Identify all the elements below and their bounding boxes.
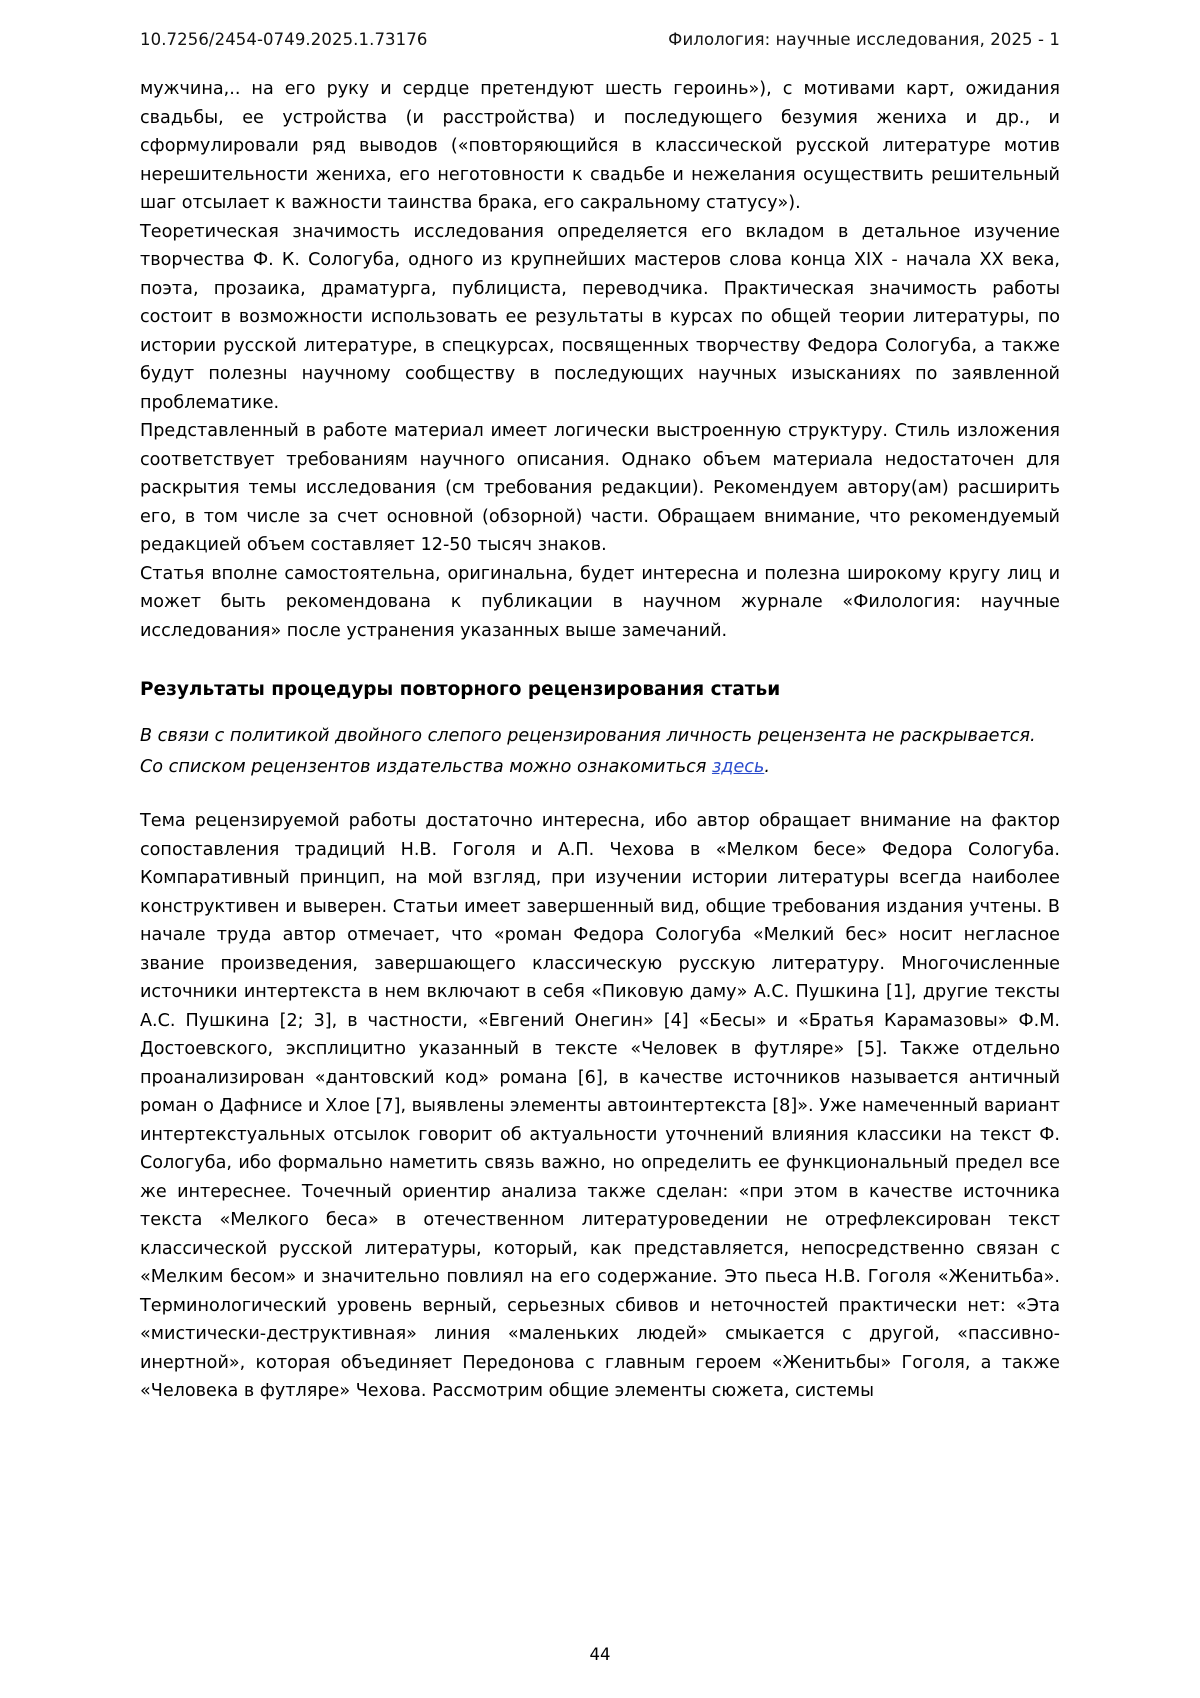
article-body (140, 75, 1060, 645)
reviewer-list-link[interactable]: здесь (711, 756, 765, 777)
page-footer (0, 1645, 1200, 1664)
review-paragraph: Тема рецензируемой работы достаточно интересна, ибо автор обращает внимание на фактор сопоставления традиций Н.В. Гоголя и А.П. Чехова в «Мелком бесе» Федора Сологуба. Компаративный принцип, на мой взгляд, при изучении истории литературы всегда наиболее конструктивен и выверен. Статьи имеет завершенный вид, общие требования издания учтены. В начале труда автор отмечает, что «роман Федора Сологуба «Мелкий бес» носит негласное звание произведения, завершающего классическую русскую литературу. Многочисленные источники интертекста в нем включают в себя «Пиковую даму» А.С. Пушкина [1], другие тексты А.С. Пушкина [2; 3], в частности, «Евгений Онегин» [4] «Бесы» и «Братья Карамазовы» Ф.М. Достоевского, эксплицитно указанный в тексте «Человек в футляре» [5]. Также отдельно проанализирован «дантовский код» романа [6], в качестве источников называется античный роман о Дафнисе и Хлое [7], выявлены элементы автоинтертекста [8]». Уже намеченный вариант интертекстуальных отсылок говорит об актуальности уточнений влияния классики на текст Ф. Сологуба, ибо формально наметить связь важно, но определить ее функциональный предел все же интереснее. Точечный ориентир анализа также сделан: «при этом в качестве источника текста «Мелкого беса» в отечественном литературоведении не отрефлексирован текст классической русской литературы, который, как представляется, непосредственно связан с «Мелким бесом» и значительно повлиял на его содержание. Это пьеса Н.В. Гоголя «Женитьба». Терминологический уровень верный, серьезных сбивов и неточностей практически нет: «Эта «мистически-деструктивная» линия «маленьких людей» смыкается с другой, «пассивно-инертной», которая объединяет Передонова с главным героем «Женитьбы» Гоголя, а также «Человека в футляре» Чехова. Рассмотрим общие элементы сюжета, системы (140, 811, 1060, 1401)
paragraph-3: Представленный в работе материал имеет логически выстроенную структуру. Стиль изложения соответствует требованиям научного описания. Однако объем материала недостаточен для раскрытия темы исследования (см требования редакции). Рекомендуем автору(ам) расширить его, в том числе за счет основной (обзорной) части. Обращаем внимание, что рекомендуемый редакцией объем составляет 12-50 тысяч знаков. (140, 421, 1060, 555)
reviewer-list-note-prefix: Со списком рецензентов издательства можно ознакомиться (140, 756, 712, 777)
paragraph-1: мужчина,.. на его руку и сердце претендуют шесть героинь»), с мотивами карт, ожидания свадьбы, ее устройства (и расстройства) и последующего безумия жениха и др., и сформулировали ряд выводов («повторяющийся в классической русской литературе мотив нерешительности жениха, его неготовности к свадьбе и нежелания осуществить решительный шаг отсылает к важности таинства брака, его сакральному статусу»). (140, 79, 1060, 213)
review-body (140, 807, 1060, 1406)
reviewer-list-note-suffix: . (764, 756, 770, 777)
section-heading: Результаты процедуры повторного рецензирования статьи (140, 679, 781, 700)
spacer (140, 781, 1060, 807)
paragraph-2: Теоретическая значимость исследования определяется его вкладом в детальное изучение творчества Ф. К. Сологуба, одного из крупнейших мастеров слова конца XIX - начала XX века, поэта, прозаика, драматурга, публициста, переводчика. Практическая значимость работы состоит в возможности использовать ее результаты в курсах по общей теории литературы, по истории русской литературе, в спецкурсах, посвященных творчеству Федора Сологуба, а также будут полезны научному сообществу в последующих научных изысканиях по заявленной проблематике. (140, 221, 1060, 413)
page-number: 44 (589, 1645, 611, 1664)
journal-title-text: Филология: научные исследования, 2025 - 1 (668, 30, 1060, 49)
paragraph-4: Статья вполне самостоятельна, оригинальна, будет интересна и полезна широкому кругу лиц и может быть рекомендована к публикации в научном журнале «Филология: научные исследования» после устранения указанных выше замечаний. (140, 563, 1060, 641)
reviewer-list-note (140, 753, 1060, 782)
page-header (140, 30, 1060, 49)
anonymity-note: В связи с политикой двойного слепого рецензирования личность рецензента не раскрывается. (140, 726, 1036, 746)
doi-text: 10.7256/2454-0749.2025.1.73176 (140, 30, 428, 49)
